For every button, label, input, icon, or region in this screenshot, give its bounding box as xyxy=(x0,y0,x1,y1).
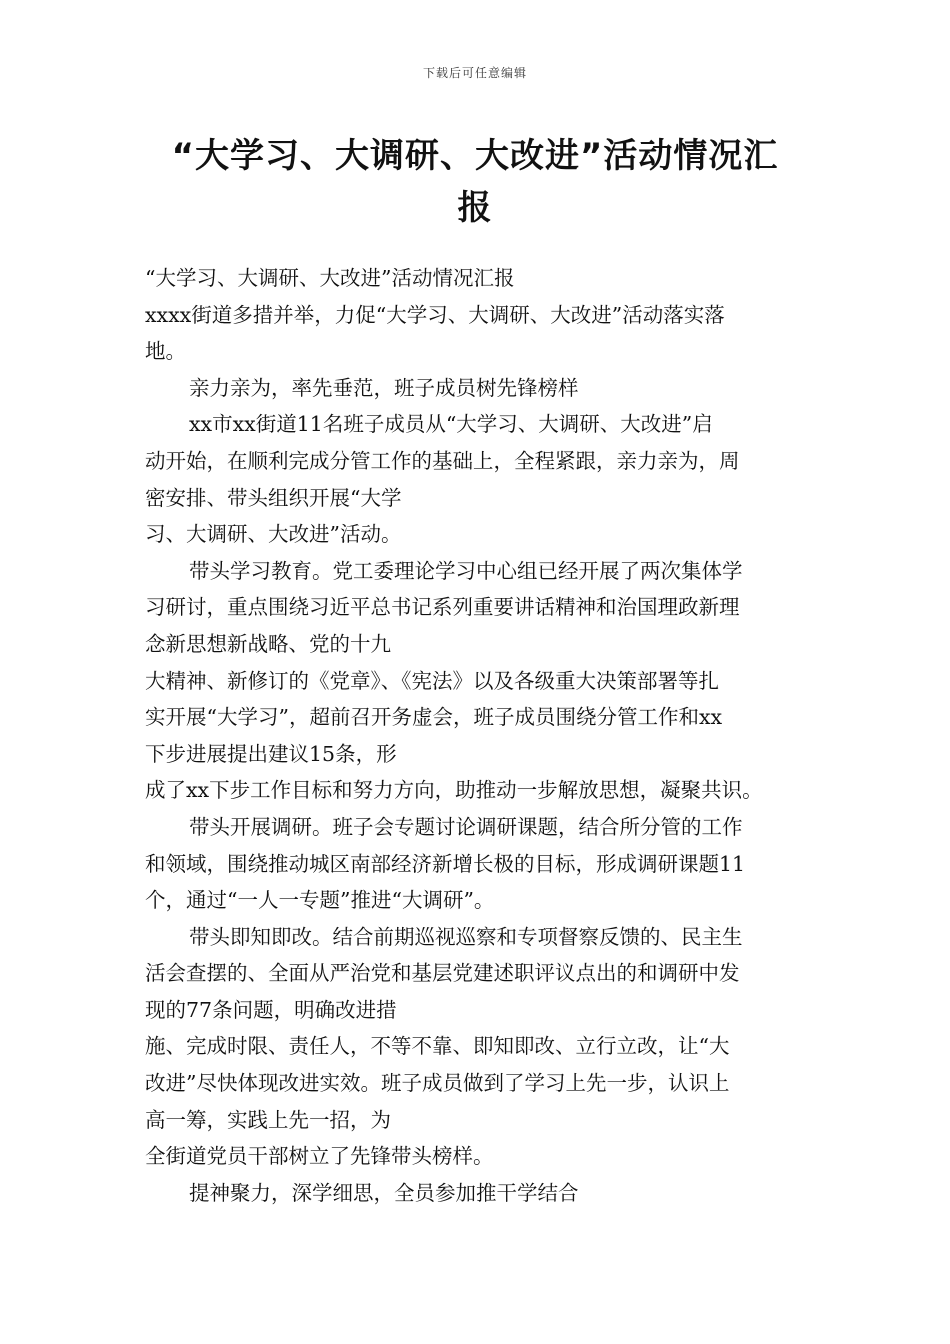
body-line: 习、大调研、大改进”活动。 xyxy=(145,522,402,547)
body-line: 亲力亲为，率先垂范，班子成员树先锋榜样 xyxy=(189,375,579,400)
body-line: 大精神、新修订的《党章》、《宪法》以及各级重大决策部署等扎 xyxy=(145,668,719,693)
document-title xyxy=(140,130,810,234)
title-line-1: “大学习、大调研、大改进”活动情况汇 xyxy=(171,136,779,176)
body-line: “大学习、大调研、大改进”活动情况汇报 xyxy=(145,266,515,290)
body-line: 提神聚力，深学细思，全员参加推干学结合 xyxy=(189,1180,579,1205)
body-line: 密安排、带头组织开展“大学 xyxy=(145,485,402,510)
body-line: 现的77条问题，明确改进措 xyxy=(145,997,397,1022)
body-line: 念新思想新战略、党的十九 xyxy=(145,631,391,656)
body-line: 带头学习教育。党工委理论学习中心组已经开展了两次集体学 xyxy=(189,558,743,583)
header-note: 下载后可任意编辑 xyxy=(422,66,527,80)
body-line: 带头即知即改。结合前期巡视巡察和专项督察反馈的、民主生 xyxy=(189,924,743,949)
body-line: 改进”尽快体现改进实效。班子成员做到了学习上先一步，认识上 xyxy=(145,1071,730,1096)
body-line: 高一筹，实践上先一招，为 xyxy=(145,1107,391,1132)
body-line: 实开展“大学习”，超前召开务虚会，班子成员围绕分管工作和xx xyxy=(145,705,723,730)
body-line: xx市xx街道11名班子成员从“大学习、大调研、大改进”启 xyxy=(189,412,713,437)
body-line: 习研讨，重点围绕习近平总书记系列重要讲话精神和治国理政新理 xyxy=(145,595,740,620)
body-line: 地。 xyxy=(145,339,186,364)
body-line: 成了xx下步工作目标和努力方向，助推动一步解放思想，凝聚共识。 xyxy=(145,778,763,803)
body-line: 和领域，围绕推动城区南部经济新增长极的目标，形成调研课题11 xyxy=(145,851,746,876)
body-line: 动开始，在顺利完成分管工作的基础上，全程紧跟，亲力亲为，周 xyxy=(145,448,740,473)
document-body xyxy=(145,260,810,1211)
body-line: 施、完成时限、责任人，不等不靠、即知即改、立行立改，让“大 xyxy=(145,1034,730,1059)
body-line: 全街道党员干部树立了先锋带头榜样。 xyxy=(145,1144,494,1169)
body-line: 下步进展提出建议15条，形 xyxy=(145,741,397,766)
body-line: 个，通过“一人一专题”推进“大调研”。 xyxy=(145,888,495,913)
body-line: xxxx街道多措并举，力促“大学习、大调研、大改进”活动落实落 xyxy=(145,302,725,327)
body-line: 带头开展调研。班子会专题讨论调研课题，结合所分管的工作 xyxy=(189,814,743,839)
title-line-2: 报 xyxy=(457,188,493,228)
body-line: 活会查摆的、全面从严治党和基层党建述职评议点出的和调研中发 xyxy=(145,961,740,986)
